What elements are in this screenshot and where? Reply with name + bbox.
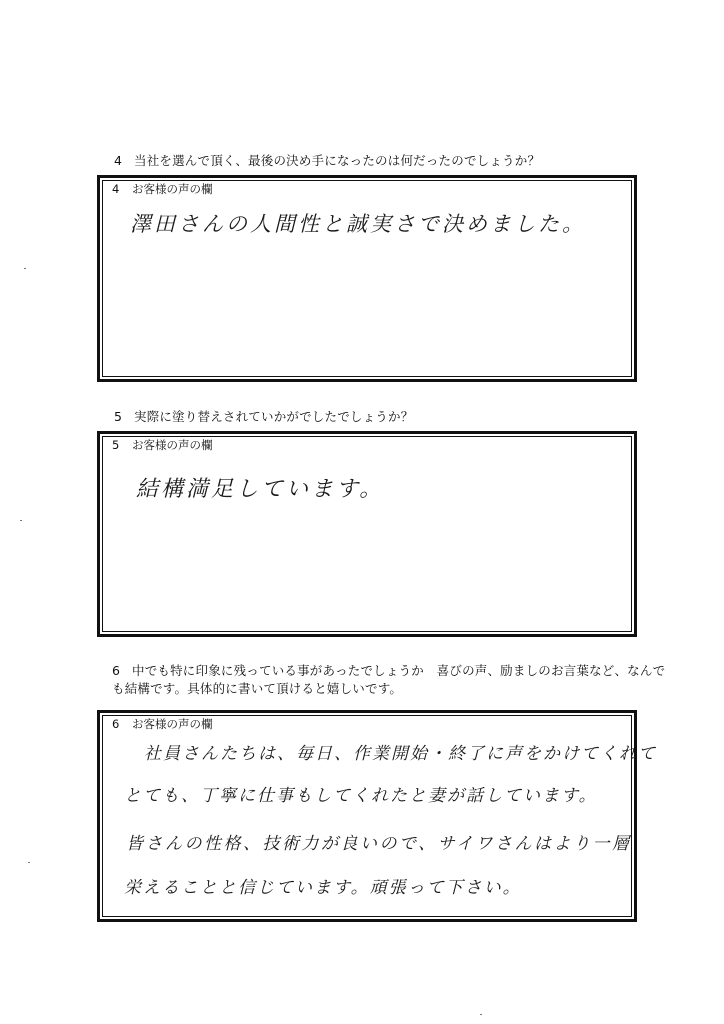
handwritten-answer-line: 皆さんの性格、技術力が良いので、サイワさんはより一層 — [126, 834, 632, 854]
box-label — [112, 438, 213, 452]
handwritten-answer-line: 澤田さんの人間性と誠実さで決めました。 — [130, 212, 586, 236]
question-text: 当社を選んで頂く、最後の決め手になったのは何だったのでしょうか？ — [134, 153, 541, 168]
question-6 — [112, 662, 667, 698]
question-5 — [114, 408, 413, 426]
scan-speck — [28, 862, 30, 863]
question-4 — [114, 152, 540, 170]
box-label-number: 5 — [112, 438, 120, 452]
scan-speck — [20, 520, 22, 521]
scan-speck — [24, 268, 26, 269]
box-label-text: お客様の声の欄 — [132, 717, 213, 731]
box-label-text: お客様の声の欄 — [132, 438, 213, 452]
handwritten-answer-line: 結構満足しています。 — [136, 477, 385, 502]
question-number: 4 — [114, 153, 123, 168]
question-text: 実際に塗り替えされていかがでしたでしょうか？ — [134, 409, 414, 424]
box-label-number: 6 — [112, 717, 120, 731]
handwritten-answer-line: 栄えることと信じています。頑張って下さい。 — [124, 878, 522, 898]
question-number: 6 — [112, 663, 121, 678]
answer-box-6 — [97, 710, 657, 922]
answer-box-4 — [97, 175, 637, 382]
box-label-number: 4 — [112, 182, 120, 196]
box-label — [112, 717, 213, 731]
box-label-text: お客様の声の欄 — [132, 182, 213, 196]
question-text: 中でも特に印象に残っている事があったでしょうか 喜びの声、励ましのお言葉など、なんでも結構です。具体的に書いて頂けると嬉しいです。 — [112, 663, 666, 696]
handwritten-answer-line: 社員さんたちは、毎日、作業開始・終了に声をかけてくれて — [144, 744, 657, 764]
scan-speck — [480, 1014, 482, 1015]
box-label — [112, 182, 213, 196]
answer-box-5 — [97, 431, 637, 637]
handwritten-answer-line: とても、丁寧に仕事もしてくれたと妻が話しています。 — [124, 786, 598, 806]
question-number: 5 — [114, 409, 123, 424]
